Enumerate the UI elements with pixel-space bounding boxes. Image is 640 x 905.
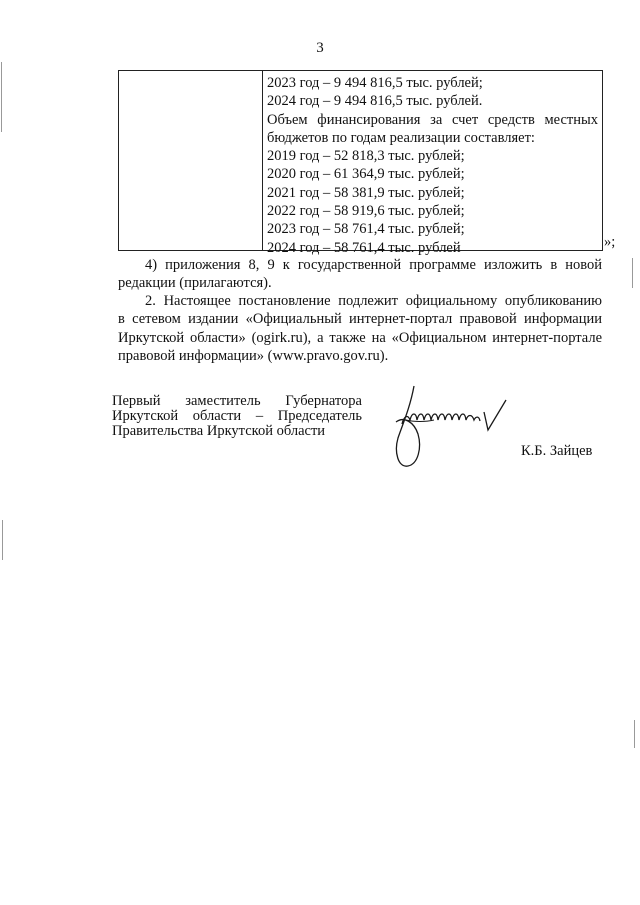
- page-number: 3: [316, 40, 324, 56]
- table-column-divider: [262, 71, 263, 250]
- table-line: 2023 год – 58 761,4 тыс. рублей;: [267, 221, 465, 238]
- paragraph-item-4: [118, 256, 602, 293]
- paragraph-item-2: [118, 292, 602, 365]
- table-line: 2020 год – 61 364,9 тыс. рублей;: [267, 166, 465, 183]
- paragraph-line: Иркутской области» (ogirk.ru), а также на «Официальном интернет-портале: [118, 329, 602, 346]
- signatory-position: [112, 394, 362, 439]
- paragraph-line: правовой информации» (www.pravo.gov.ru).: [118, 347, 389, 364]
- position-line: Правительства Иркутской области: [112, 423, 326, 439]
- paragraph-line: редакции (прилагаются).: [118, 275, 272, 292]
- table-line: бюджетов по годам реализации составляет:: [267, 129, 535, 146]
- scan-artifact: [2, 520, 3, 560]
- funding-table: [118, 70, 603, 256]
- scan-artifact: [1, 62, 2, 132]
- paragraph-line: 4) приложения 8, 9 к государственной программе изложить в новой: [145, 257, 602, 273]
- table-line: 2024 год – 9 494 816,5 тыс. рублей.: [267, 93, 483, 110]
- table-line: 2024 год – 58 761,4 тыс. рублей: [267, 239, 461, 256]
- closing-quote: »;: [604, 234, 616, 250]
- position-line: Иркутской области – Председатель: [112, 408, 362, 424]
- paragraph-line: в сетевом издании «Официальный интернет-портал правовой информации: [118, 311, 602, 328]
- table-line: 2022 год – 58 919,6 тыс. рублей;: [267, 203, 465, 220]
- position-line: Первый заместитель Губернатора: [112, 393, 362, 409]
- table-line: Объем финансирования за счет средств местных: [267, 111, 598, 128]
- handwritten-signature: [384, 378, 524, 474]
- table-line: 2023 год – 9 494 816,5 тыс. рублей;: [267, 75, 483, 91]
- table-line: 2019 год – 52 818,3 тыс. рублей;: [267, 148, 465, 165]
- signer-name: К.Б. Зайцев: [521, 443, 593, 459]
- scan-artifact: [634, 720, 635, 748]
- table-right-cell: [267, 74, 598, 257]
- scan-artifact: [632, 258, 633, 288]
- paragraph-line: 2. Настоящее постановление подлежит официальному опубликованию: [145, 293, 602, 309]
- table-line: 2021 год – 58 381,9 тыс. рублей;: [267, 184, 465, 201]
